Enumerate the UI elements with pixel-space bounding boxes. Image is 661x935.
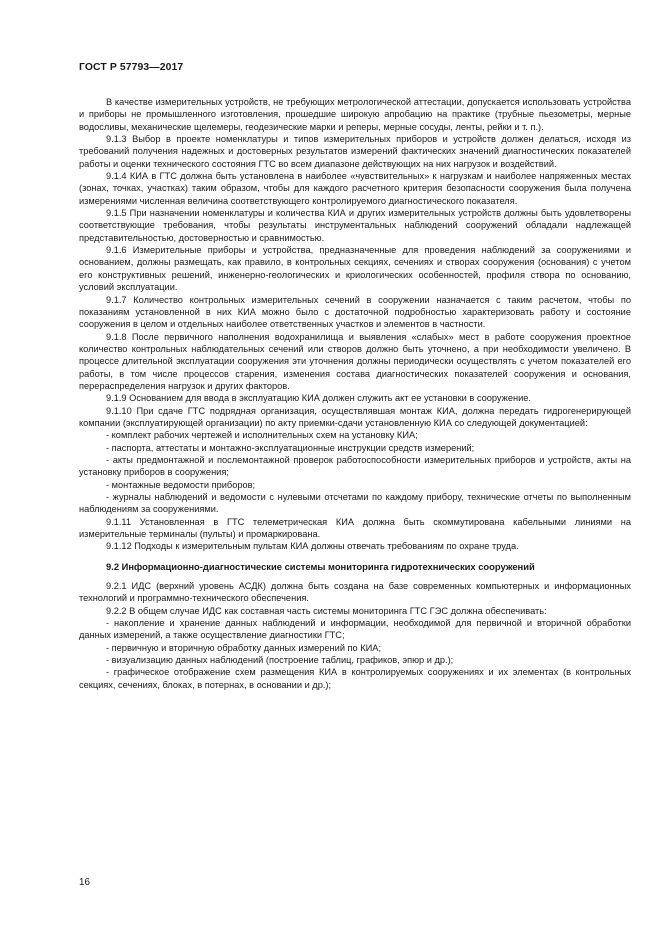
paragraph-9-2-1: 9.2.1 ИДС (верхний уровень АСДК) должна быть создана на базе современных компьютерных и информационных технологий и программно-технического обеспечения. (79, 581, 631, 604)
document-body (79, 96, 631, 691)
list-item: - акты предмонтажной и послемонтажной проверок работоспособности измерительных приборов и устройств, акты на установку приборов в сооружения; (79, 454, 631, 478)
paragraph-9-1-12: 9.1.12 Подходы к измерительным пультам КИА должны отвечать требованиям по охране труда. (106, 541, 519, 552)
list-item: - паспорта, аттестаты и монтажно-эксплуатационные инструкции средств измерений; (106, 442, 475, 453)
paragraph-9-1-4: 9.1.4 КИА в ГТС должна быть установлена в наиболее «чувствительных» к нагрузкам и наиболее напряженных местах (зонах, точках, участках) таким образом, чтобы для каждого расчетного критерия безопасности сооружения была получена измерениями численная величина соответствующего контролируемого диагностического показателя. (79, 171, 631, 206)
paragraph-9-1-5: 9.1.5 При назначении номенклатуры и количества КИА и других измерительных устройств должны быть удовлетворены соответствующие требования, чтобы результаты инструментальных наблюдений сооружений обладали надлежащей представительностью, достоверностью и сравнимостью. (79, 208, 631, 243)
document-header: ГОСТ Р 57793—2017 (79, 62, 184, 73)
paragraph-9-1-10: 9.1.10 При сдаче ГТС подрядная организация, осуществлявшая монтаж КИА, должна передать гидрогенерирующей компании (эксплуатирующей организации) по акту приемки-сдачи установленную КИА со следующей документацией: (79, 405, 631, 428)
paragraph-9-1-6: 9.1.6 Измерительные приборы и устройства, предназначенные для проведения наблюдений за сооружениями и основанием, должны размещать, как правило, в контрольных секциях, сечениях и створах сооружения (основания) с учетом его конструктивных решений, инженерно-геологических и криологических особенностей, профиля створа по основанию, условий эксплуатации. (79, 245, 631, 293)
paragraph-9-1-11: 9.1.11 Установленная в ГТС телеметрическая КИА должна быть скоммутирована кабельными линиями на измерительные терминалы (пульты) и промаркирована. (79, 516, 631, 540)
paragraph-9-1-8: 9.1.8 После первичного наполнения водохранилища и выявления «слабых» мест в работе сооружения проектное количество контрольных наблюдательных сечений или створов должно быть уточнено, а при необходимости увеличено. В процессе длительной эксплуатации сооружения эти уточнения должны периодически осуществлять с учетом показателей его работы, в том числе процессов старения, изменения состава диагностических показателей сооружения и основания, перераспределения нагрузок и других факторов. (79, 331, 631, 391)
paragraph-9-1-7: 9.1.7 Количество контрольных измерительных сечений в сооружении назначается с таким расчетом, чтобы по показаниям установленной в них КИА можно было с достаточной подробностью характеризовать работу и состояние сооружения в целом и отдельных наиболее ответственных участков и элементов в частности. (79, 294, 631, 330)
page-number: 16 (79, 877, 90, 888)
list-item: - журналы наблюдений и ведомости с нулевыми отсчетами по каждому прибору, технические отчеты по выполненным наблюдениям за сооружениями. (79, 492, 631, 515)
paragraph: В качестве измерительных устройств, не требующих метрологической аттестации, допускается использовать устройства и приборы не промышленного изготовления, прошедшие широкую апробацию на практике (трубные пьезометры, мерные водосливы, механические щелемеры, геодезические марки и реперы, мерные сосуды, ленты, рейки и т. п.). (79, 97, 631, 132)
list-item: - монтажные ведомости приборов; (106, 479, 256, 490)
list-item: - накопление и хранение данных наблюдений и информации, необходимой для первичной и вторичной обработки данных измерений, а также осуществление диагностики ГТС; (79, 618, 631, 641)
list-item: - визуализацию данных наблюдений (построение таблиц, графиков, эпюр и др.); (106, 655, 454, 666)
paragraph-9-2-2: 9.2.2 В общем случае ИДС как составная часть системы мониторинга ГТС ГЭС должна обеспечивать: (106, 605, 547, 616)
list-item: - графическое отображение схем размещения КИА в контролируемых сооружениях и их элементах (в контрольных секциях, сечениях, блоках, в потернах, в основании и др.); (79, 667, 631, 690)
list-item: - комплект рабочих чертежей и исполнительных схем на установку КИА; (106, 430, 418, 441)
paragraph-9-1-3: 9.1.3 Выбор в проекте номенклатуры и типов измерительных приборов и устройств должен делаться, исходя из требований получения надежных и достоверных результатов измерений фактических значений диагностических показателей работы и оценки технического состояния ГТС во всем диапазоне действующих на них нагрузок и воздействий. (79, 134, 631, 169)
paragraph-9-1-9: 9.1.9 Основанием для ввода в эксплуатацию КИА должен служить акт ее установки в сооружение. (106, 393, 531, 404)
list-item: - первичную и вторичную обработку данных измерений по КИА; (106, 642, 382, 653)
section-heading-9-2: 9.2 Информационно-диагностические системы мониторинга гидротехнических сооружений (106, 560, 535, 572)
